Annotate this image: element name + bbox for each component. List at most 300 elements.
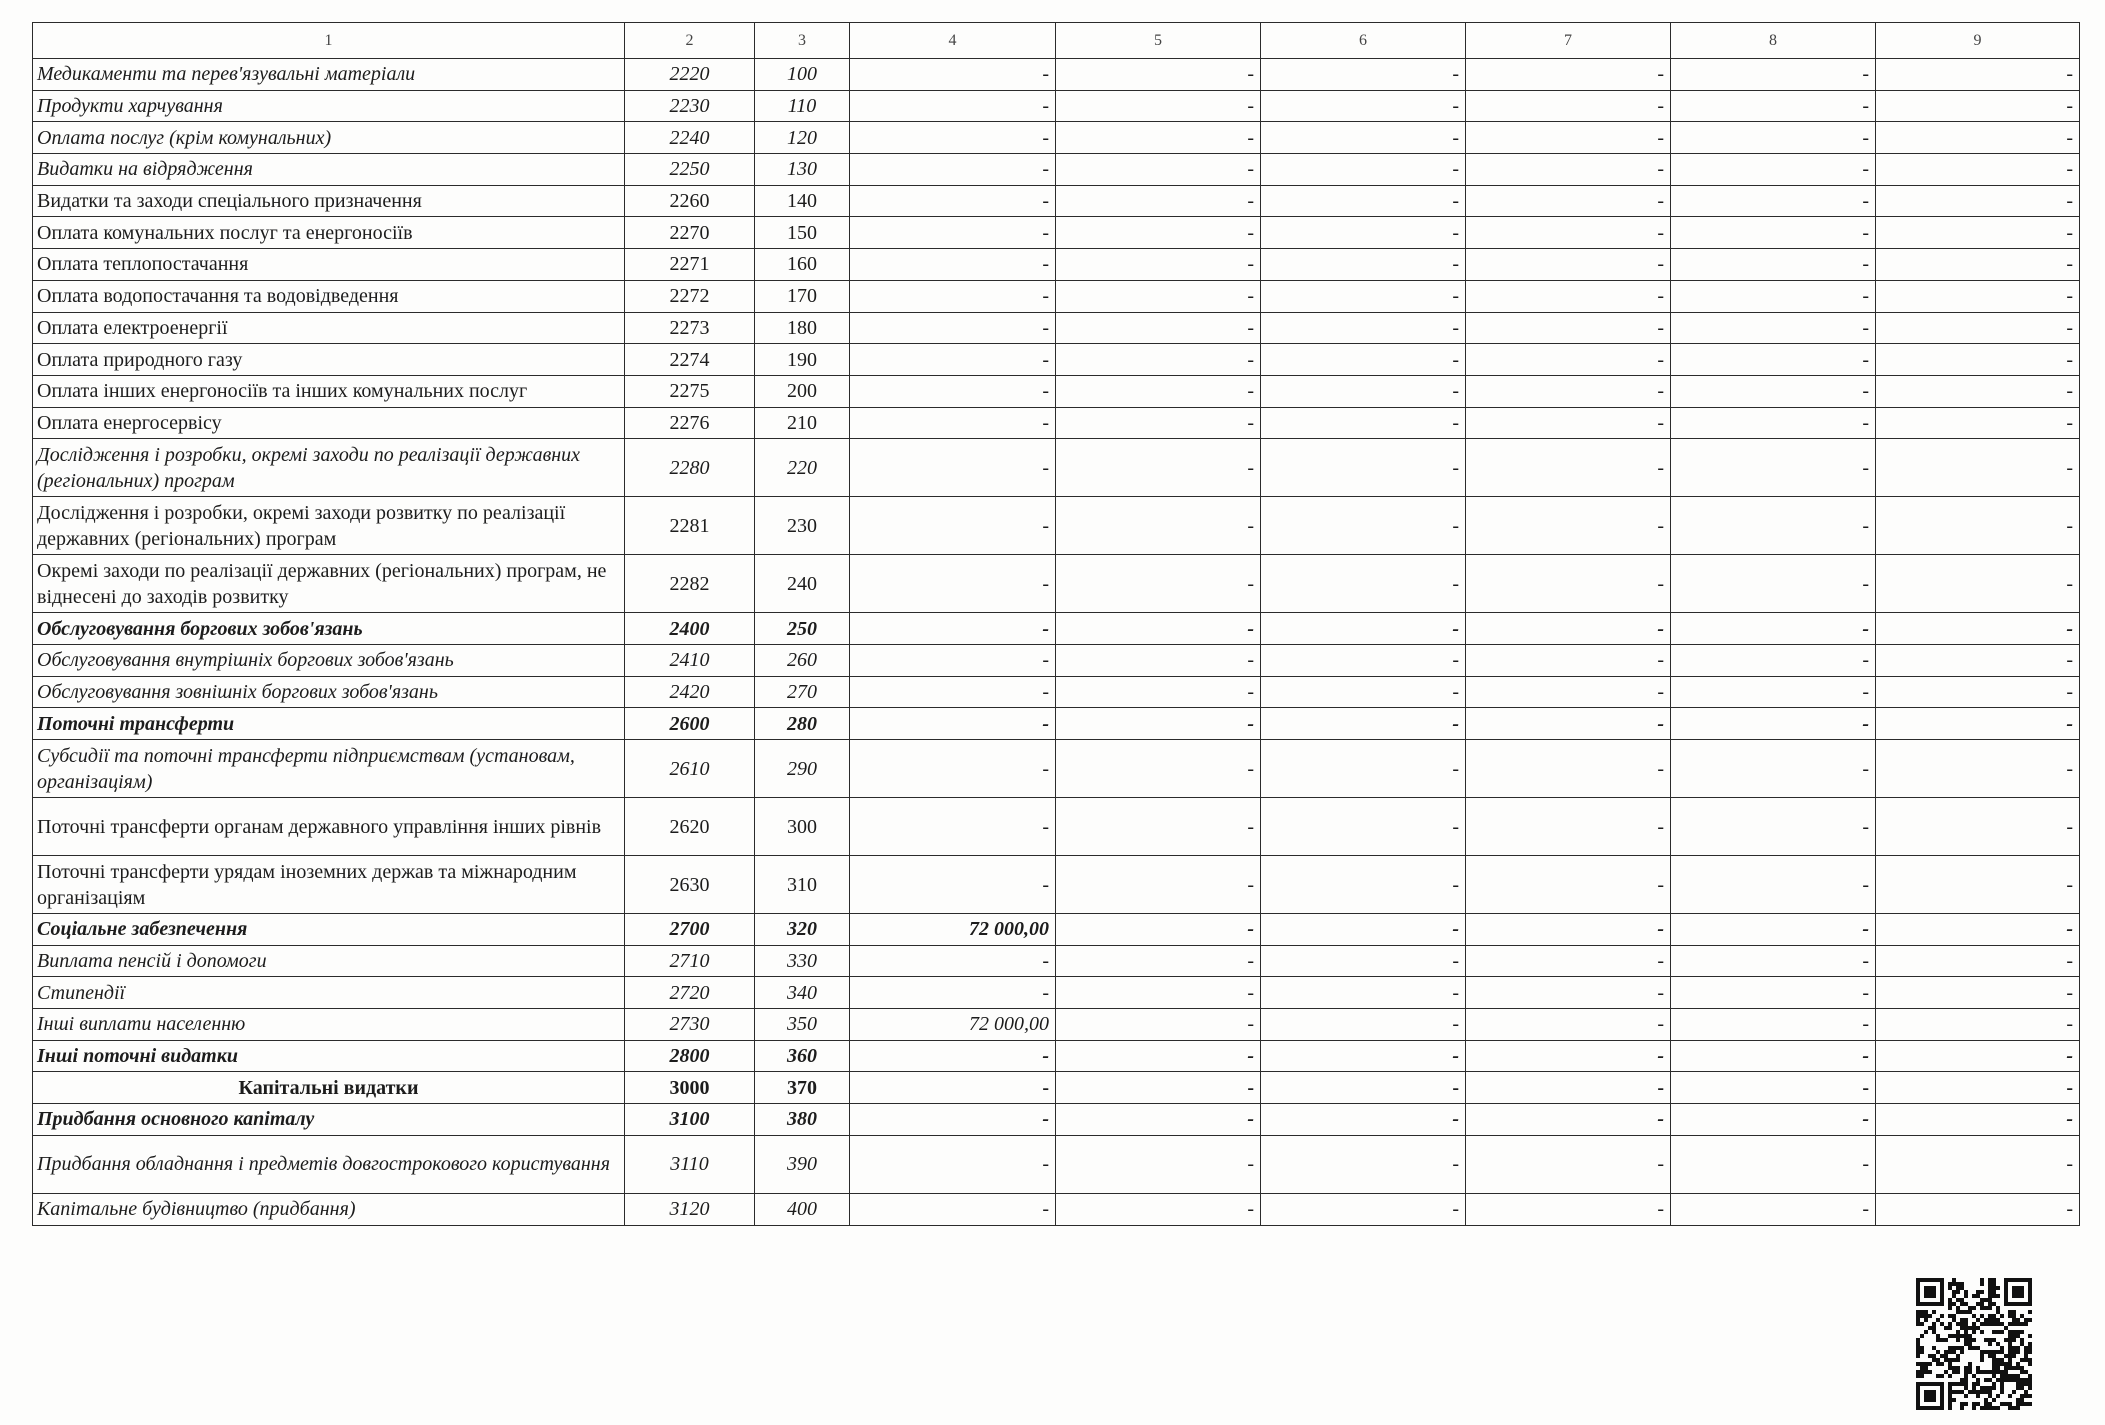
table-row [33,439,2080,497]
value-cell-col8: - [1671,1193,1876,1225]
column-header: 2 [625,23,755,59]
value-cell-col9: - [1876,977,2080,1009]
value-cell-col6: - [1261,90,1466,122]
value-cell-col5: - [1056,185,1261,217]
value-cell-col7: - [1466,497,1671,555]
value-cell-col6: - [1261,914,1466,946]
value-cell-col9: - [1876,676,2080,708]
value-cell-col7: - [1466,249,1671,281]
line-code-cell: 140 [755,185,850,217]
kekv-code-cell: 2281 [625,497,755,555]
kekv-code-cell: 2230 [625,90,755,122]
value-cell-col5: - [1056,1104,1261,1136]
value-cell-col5: - [1056,154,1261,186]
line-code-cell: 310 [755,856,850,914]
row-name-cell: Інші виплати населенню [33,1009,625,1041]
kekv-code-cell: 2272 [625,280,755,312]
row-name-cell: Оплата водопостачання та водовідведення [33,280,625,312]
value-cell-col9: - [1876,1072,2080,1104]
value-cell-col8: - [1671,676,1876,708]
value-cell-col5: - [1056,439,1261,497]
value-cell-col8: - [1671,914,1876,946]
value-cell-col4: - [850,555,1056,613]
value-cell-col8: - [1671,708,1876,740]
row-name-cell: Соціальне забезпечення [33,914,625,946]
value-cell-col5: - [1056,280,1261,312]
value-cell-col4: - [850,344,1056,376]
value-cell-col5: - [1056,708,1261,740]
value-cell-col6: - [1261,676,1466,708]
value-cell-col8: - [1671,555,1876,613]
value-cell-col6: - [1261,344,1466,376]
value-cell-col8: - [1671,798,1876,856]
column-header: 9 [1876,23,2080,59]
kekv-code-cell: 2282 [625,555,755,613]
value-cell-col9: - [1876,344,2080,376]
value-cell-col5: - [1056,1135,1261,1193]
row-name-cell: Медикаменти та перев'язувальні матеріали [33,59,625,91]
value-cell-col7: - [1466,439,1671,497]
value-cell-col8: - [1671,1104,1876,1136]
kekv-code-cell: 2260 [625,185,755,217]
value-cell-col9: - [1876,439,2080,497]
value-cell-col9: - [1876,217,2080,249]
table-row [33,407,2080,439]
row-name-cell: Виплата пенсій і допомоги [33,945,625,977]
value-cell-col7: - [1466,344,1671,376]
row-name-cell: Інші поточні видатки [33,1040,625,1072]
value-cell-col5: - [1056,59,1261,91]
value-cell-col5: - [1056,407,1261,439]
column-header: 4 [850,23,1056,59]
value-cell-col8: - [1671,375,1876,407]
value-cell-col8: - [1671,312,1876,344]
line-code-cell: 240 [755,555,850,613]
value-cell-col4: - [850,613,1056,645]
table-row [33,122,2080,154]
table-row [33,249,2080,281]
kekv-code-cell: 2271 [625,249,755,281]
row-name-cell: Оплата енергосервісу [33,407,625,439]
line-code-cell: 390 [755,1135,850,1193]
value-cell-col4: - [850,977,1056,1009]
line-code-cell: 160 [755,249,850,281]
column-header: 3 [755,23,850,59]
table-row [33,217,2080,249]
value-cell-col5: - [1056,613,1261,645]
value-cell-col6: - [1261,945,1466,977]
value-cell-col9: - [1876,740,2080,798]
value-cell-col7: - [1466,312,1671,344]
value-cell-col9: - [1876,1193,2080,1225]
kekv-code-cell: 3110 [625,1135,755,1193]
value-cell-col6: - [1261,977,1466,1009]
kekv-code-cell: 2610 [625,740,755,798]
kekv-code-cell: 2710 [625,945,755,977]
row-name-cell: Продукти харчування [33,90,625,122]
value-cell-col4: - [850,798,1056,856]
value-cell-col5: - [1056,217,1261,249]
row-name-cell: Поточні трансферти [33,708,625,740]
row-name-cell: Обслуговування зовнішніх боргових зобов'язань [33,676,625,708]
value-cell-col9: - [1876,856,2080,914]
table-row [33,1009,2080,1041]
value-cell-col8: - [1671,740,1876,798]
value-cell-col9: - [1876,375,2080,407]
value-cell-col4: - [850,644,1056,676]
kekv-code-cell: 2274 [625,344,755,376]
value-cell-col4: - [850,280,1056,312]
value-cell-col9: - [1876,1104,2080,1136]
row-name-cell: Обслуговування боргових зобов'язань [33,613,625,645]
table-row [33,1040,2080,1072]
kekv-code-cell: 2400 [625,613,755,645]
table-row [33,90,2080,122]
value-cell-col7: - [1466,945,1671,977]
line-code-cell: 330 [755,945,850,977]
table-row [33,856,2080,914]
value-cell-col5: - [1056,122,1261,154]
value-cell-col9: - [1876,122,2080,154]
table-row [33,497,2080,555]
value-cell-col9: - [1876,59,2080,91]
value-cell-col7: - [1466,1193,1671,1225]
value-cell-col5: - [1056,344,1261,376]
table-row [33,613,2080,645]
value-cell-col8: - [1671,90,1876,122]
table-row [33,555,2080,613]
value-cell-col5: - [1056,798,1261,856]
value-cell-col6: - [1261,185,1466,217]
table-row [33,945,2080,977]
value-cell-col4: - [850,1135,1056,1193]
row-name-cell: Оплата інших енергоносіїв та інших комунальних послуг [33,375,625,407]
table-row [33,154,2080,186]
value-cell-col6: - [1261,708,1466,740]
value-cell-col4: - [850,154,1056,186]
line-code-cell: 320 [755,914,850,946]
value-cell-col7: - [1466,555,1671,613]
value-cell-col4: - [850,185,1056,217]
row-name-cell: Видатки та заходи спеціального призначення [33,185,625,217]
value-cell-col7: - [1466,407,1671,439]
table-row [33,977,2080,1009]
line-code-cell: 380 [755,1104,850,1136]
value-cell-col8: - [1671,1135,1876,1193]
value-cell-col9: - [1876,1135,2080,1193]
value-cell-col7: - [1466,856,1671,914]
value-cell-col9: - [1876,497,2080,555]
kekv-code-cell: 2800 [625,1040,755,1072]
table-row [33,1072,2080,1104]
line-code-cell: 400 [755,1193,850,1225]
table-row [33,914,2080,946]
value-cell-col4: - [850,217,1056,249]
table-row [33,344,2080,376]
value-cell-col5: - [1056,249,1261,281]
line-code-cell: 350 [755,1009,850,1041]
kekv-code-cell: 2600 [625,708,755,740]
line-code-cell: 130 [755,154,850,186]
value-cell-col7: - [1466,59,1671,91]
line-code-cell: 340 [755,977,850,1009]
value-cell-col4: - [850,708,1056,740]
value-cell-col5: - [1056,676,1261,708]
value-cell-col9: - [1876,1040,2080,1072]
value-cell-col4: - [850,375,1056,407]
value-cell-col7: - [1466,914,1671,946]
kekv-code-cell: 2720 [625,977,755,1009]
row-name-cell: Оплата теплопостачання [33,249,625,281]
value-cell-col4: - [850,1104,1056,1136]
value-cell-col4: - [850,1072,1056,1104]
table-row [33,1104,2080,1136]
row-name-cell: Капітальне будівництво (придбання) [33,1193,625,1225]
value-cell-col4: - [850,312,1056,344]
line-code-cell: 170 [755,280,850,312]
value-cell-col6: - [1261,280,1466,312]
value-cell-col9: - [1876,280,2080,312]
value-cell-col6: - [1261,122,1466,154]
value-cell-col6: - [1261,613,1466,645]
value-cell-col5: - [1056,497,1261,555]
column-header: 6 [1261,23,1466,59]
value-cell-col8: - [1671,185,1876,217]
table-row [33,1193,2080,1225]
value-cell-col9: - [1876,1009,2080,1041]
value-cell-col4: - [850,497,1056,555]
value-cell-col4: - [850,439,1056,497]
value-cell-col5: - [1056,1040,1261,1072]
budget-table [32,22,2080,1226]
value-cell-col4: - [850,1193,1056,1225]
value-cell-col7: - [1466,1104,1671,1136]
line-code-cell: 150 [755,217,850,249]
value-cell-col7: - [1466,613,1671,645]
column-header: 5 [1056,23,1261,59]
column-header: 7 [1466,23,1671,59]
value-cell-col8: - [1671,154,1876,186]
value-cell-col4: 72 000,00 [850,1009,1056,1041]
table-row [33,644,2080,676]
row-name-cell: Окремі заходи по реалізації державних (регіональних) програм, не віднесені до заходів розвитку [33,555,625,613]
value-cell-col9: - [1876,945,2080,977]
value-cell-col6: - [1261,59,1466,91]
value-cell-col6: - [1261,439,1466,497]
value-cell-col5: - [1056,945,1261,977]
line-code-cell: 120 [755,122,850,154]
value-cell-col8: - [1671,1072,1876,1104]
kekv-code-cell: 2700 [625,914,755,946]
table-row [33,708,2080,740]
row-name-cell: Обслуговування внутрішніх боргових зобов'язань [33,644,625,676]
line-code-cell: 280 [755,708,850,740]
value-cell-col8: - [1671,644,1876,676]
value-cell-col5: - [1056,644,1261,676]
column-header: 1 [33,23,625,59]
table-row [33,798,2080,856]
line-code-cell: 230 [755,497,850,555]
value-cell-col9: - [1876,90,2080,122]
row-name-cell: Поточні трансферти органам державного управління інших рівнів [33,798,625,856]
value-cell-col4: - [850,249,1056,281]
value-cell-col5: - [1056,375,1261,407]
value-cell-col9: - [1876,798,2080,856]
row-name-cell: Дослідження і розробки, окремі заходи по реалізації державних (регіональних) програм [33,439,625,497]
value-cell-col4: - [850,740,1056,798]
value-cell-col4: - [850,90,1056,122]
value-cell-col6: - [1261,312,1466,344]
value-cell-col6: - [1261,154,1466,186]
kekv-code-cell: 2620 [625,798,755,856]
value-cell-col8: - [1671,945,1876,977]
value-cell-col5: - [1056,740,1261,798]
line-code-cell: 260 [755,644,850,676]
kekv-code-cell: 2270 [625,217,755,249]
column-number-header-row [33,23,2080,59]
kekv-code-cell: 2273 [625,312,755,344]
value-cell-col7: - [1466,740,1671,798]
value-cell-col7: - [1466,375,1671,407]
value-cell-col6: - [1261,1135,1466,1193]
kekv-code-cell: 2276 [625,407,755,439]
line-code-cell: 360 [755,1040,850,1072]
line-code-cell: 290 [755,740,850,798]
row-name-cell: Придбання основного капіталу [33,1104,625,1136]
kekv-code-cell: 3100 [625,1104,755,1136]
value-cell-col8: - [1671,217,1876,249]
kekv-code-cell: 3120 [625,1193,755,1225]
value-cell-col4: - [850,945,1056,977]
value-cell-col8: - [1671,344,1876,376]
table-row [33,59,2080,91]
value-cell-col5: - [1056,914,1261,946]
kekv-code-cell: 2630 [625,856,755,914]
value-cell-col7: - [1466,676,1671,708]
value-cell-col7: - [1466,1040,1671,1072]
row-name-cell: Оплата природного газу [33,344,625,376]
line-code-cell: 300 [755,798,850,856]
value-cell-col7: - [1466,185,1671,217]
row-name-cell: Дослідження і розробки, окремі заходи розвитку по реалізації державних (регіональних) програм [33,497,625,555]
value-cell-col7: - [1466,644,1671,676]
value-cell-col6: - [1261,1104,1466,1136]
value-cell-col9: - [1876,185,2080,217]
kekv-code-cell: 3000 [625,1072,755,1104]
line-code-cell: 180 [755,312,850,344]
line-code-cell: 220 [755,439,850,497]
row-name-cell: Придбання обладнання і предметів довгострокового користування [33,1135,625,1193]
row-name-cell: Поточні трансферти урядам іноземних держав та міжнародним організаціям [33,856,625,914]
value-cell-col4: - [850,59,1056,91]
kekv-code-cell: 2275 [625,375,755,407]
value-cell-col5: - [1056,312,1261,344]
kekv-code-cell: 2410 [625,644,755,676]
kekv-code-cell: 2250 [625,154,755,186]
value-cell-col4: 72 000,00 [850,914,1056,946]
value-cell-col7: - [1466,1009,1671,1041]
value-cell-col9: - [1876,613,2080,645]
value-cell-col6: - [1261,1193,1466,1225]
value-cell-col4: - [850,856,1056,914]
table-row [33,1135,2080,1193]
value-cell-col7: - [1466,1135,1671,1193]
value-cell-col7: - [1466,708,1671,740]
line-code-cell: 250 [755,613,850,645]
table-body [33,59,2080,1226]
value-cell-col8: - [1671,1009,1876,1041]
value-cell-col5: - [1056,90,1261,122]
value-cell-col8: - [1671,122,1876,154]
value-cell-col5: - [1056,1193,1261,1225]
value-cell-col7: - [1466,280,1671,312]
value-cell-col7: - [1466,154,1671,186]
value-cell-col4: - [850,407,1056,439]
value-cell-col8: - [1671,977,1876,1009]
kekv-code-cell: 2240 [625,122,755,154]
value-cell-col6: - [1261,644,1466,676]
value-cell-col6: - [1261,555,1466,613]
value-cell-col9: - [1876,914,2080,946]
value-cell-col4: - [850,1040,1056,1072]
table-row [33,280,2080,312]
value-cell-col6: - [1261,497,1466,555]
row-name-cell: Видатки на відрядження [33,154,625,186]
value-cell-col6: - [1261,407,1466,439]
line-code-cell: 270 [755,676,850,708]
table-row [33,676,2080,708]
line-code-cell: 370 [755,1072,850,1104]
value-cell-col6: - [1261,375,1466,407]
value-cell-col9: - [1876,312,2080,344]
value-cell-col8: - [1671,59,1876,91]
line-code-cell: 100 [755,59,850,91]
value-cell-col8: - [1671,280,1876,312]
value-cell-col8: - [1671,1040,1876,1072]
value-cell-col9: - [1876,708,2080,740]
value-cell-col7: - [1466,90,1671,122]
value-cell-col9: - [1876,407,2080,439]
value-cell-col5: - [1056,1072,1261,1104]
value-cell-col8: - [1671,407,1876,439]
row-name-cell: Стипендії [33,977,625,1009]
kekv-code-cell: 2280 [625,439,755,497]
value-cell-col9: - [1876,249,2080,281]
line-code-cell: 110 [755,90,850,122]
value-cell-col6: - [1261,1040,1466,1072]
value-cell-col6: - [1261,249,1466,281]
kekv-code-cell: 2420 [625,676,755,708]
value-cell-col6: - [1261,856,1466,914]
value-cell-col7: - [1466,217,1671,249]
row-name-cell: Оплата комунальних послуг та енергоносіїв [33,217,625,249]
value-cell-col5: - [1056,856,1261,914]
row-name-cell: Оплата послуг (крім комунальних) [33,122,625,154]
row-name-cell: Оплата електроенергії [33,312,625,344]
value-cell-col5: - [1056,1009,1261,1041]
value-cell-col5: - [1056,555,1261,613]
table-row [33,185,2080,217]
line-code-cell: 190 [755,344,850,376]
value-cell-col9: - [1876,555,2080,613]
line-code-cell: 200 [755,375,850,407]
table-row [33,375,2080,407]
value-cell-col4: - [850,122,1056,154]
table-row [33,740,2080,798]
value-cell-col6: - [1261,740,1466,798]
row-name-cell: Субсидії та поточні трансферти підприємствам (установам, організаціям) [33,740,625,798]
value-cell-col5: - [1056,977,1261,1009]
